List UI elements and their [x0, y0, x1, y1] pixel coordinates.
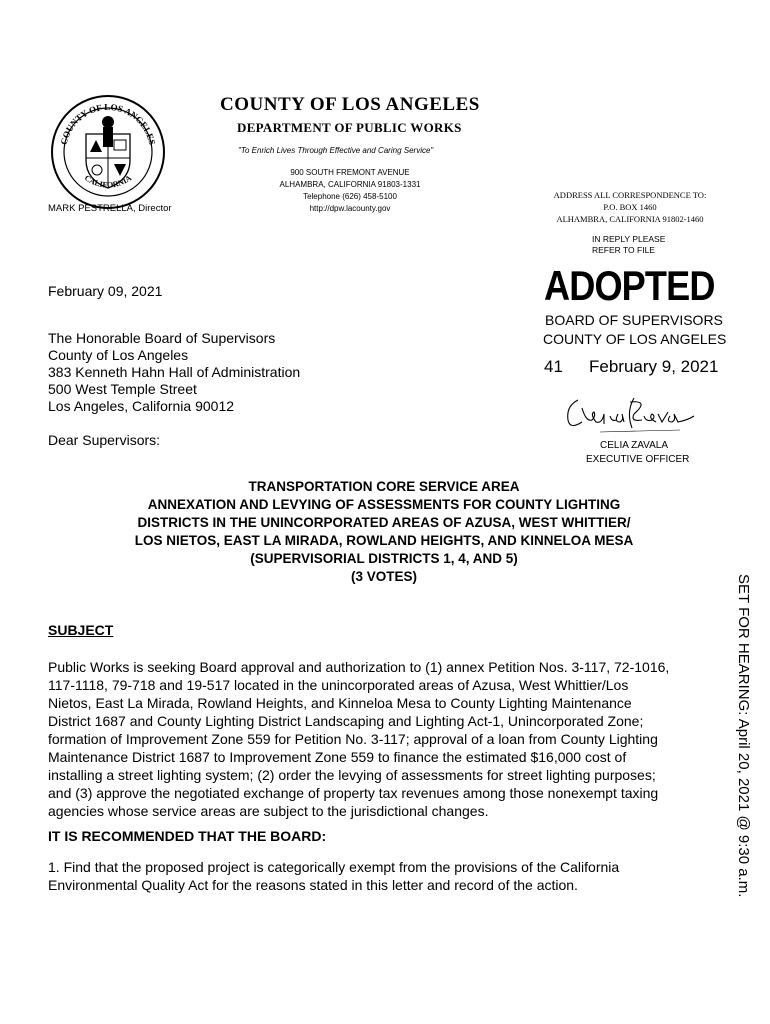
- letter-date: February 09, 2021: [48, 283, 163, 299]
- recommendation-line: Environmental Quality Act for the reasons stated in this letter and record of the action.: [48, 877, 578, 893]
- correspondence-line: P.O. BOX 1460: [603, 202, 657, 212]
- department-motto: "To Enrich Lives Through Effective and Caring Service": [238, 146, 434, 155]
- title-line: (SUPERVISORIAL DISTRICTS 1, 4, AND 5): [250, 551, 518, 566]
- addressee-line: County of Los Angeles: [48, 347, 189, 363]
- subject-line: formation of Improvement Zone 559 for Petition No. 3-117; approval of a loan from County Lighting: [48, 731, 658, 747]
- telephone-line: Telephone (626) 458-5100: [303, 192, 397, 201]
- subject-line: Nietos, East La Mirada, Rowland Heights, and Kinneloa Mesa to County Lighting Maintenance: [48, 695, 632, 711]
- subject-line: Maintenance District 1687 to Improvement Zone 559 to finance the estimated $16,000 cost of: [48, 749, 627, 765]
- subject-heading: SUBJECT: [48, 622, 114, 638]
- subject-line: District 1687 and County Lighting District Landscaping and Lighting Act-1, Unincorporated Zone;: [48, 713, 644, 729]
- address-line: 900 SOUTH FREMONT AVENUE: [290, 168, 410, 177]
- correspondence-line: ADDRESS ALL CORRESPONDENCE TO:: [553, 190, 707, 200]
- stamp-date: February 9, 2021: [589, 357, 719, 376]
- salutation: Dear Supervisors:: [48, 432, 161, 448]
- title-line: DISTRICTS IN THE UNINCORPORATED AREAS OF AZUSA, WEST WHITTIER/: [137, 515, 631, 530]
- seal-text-top: COUNTY OF LOS ANGELES: [58, 101, 158, 146]
- title-line: ANNEXATION AND LEVYING OF ASSESSMENTS FOR COUNTY LIGHTING: [147, 497, 621, 512]
- title-line: TRANSPORTATION CORE SERVICE AREA: [248, 479, 520, 494]
- website-link[interactable]: http://dpw.lacounty.gov: [309, 204, 391, 213]
- letter-title-block: [48, 478, 720, 586]
- subject-line: Public Works is seeking Board approval and authorization to (1) annex Petition Nos. 3-117, 72-1016,: [48, 659, 670, 675]
- reply-line: REFER TO FILE: [592, 245, 655, 255]
- stamp-item-number: 41: [544, 357, 563, 376]
- recommendation-line: 1. Find that the proposed project is categorically exempt from the provisions of the California: [48, 859, 620, 875]
- executive-officer-title: EXECUTIVE OFFICER: [586, 454, 690, 465]
- address-line: ALHAMBRA, CALIFORNIA 91803-1331: [279, 180, 421, 189]
- subject-line: agencies whose service areas are subject to the jurisdictional changes.: [48, 803, 489, 819]
- stamp-county: COUNTY OF LOS ANGELES: [543, 331, 727, 347]
- addressee-line: 383 Kenneth Hahn Hall of Administration: [48, 364, 301, 380]
- adopted-stamp: ADOPTED: [544, 262, 715, 309]
- seal-text-bottom: CALIFORNIA: [82, 173, 134, 190]
- signature-image: [560, 392, 700, 434]
- subject-line: and (3) approve the negotiated exchange of property tax revenues among those nonexempt taxing: [48, 785, 659, 801]
- county-title: COUNTY OF LOS ANGELES: [220, 94, 480, 115]
- reply-line: IN REPLY PLEASE: [592, 234, 666, 244]
- stamp-board: BOARD OF SUPERVISORS: [545, 312, 723, 328]
- title-line: LOS NIETOS, EAST LA MIRADA, ROWLAND HEIGHTS, AND KINNELOA MESA: [134, 533, 634, 548]
- correspondence-line: ALHAMBRA, CALIFORNIA 91802-1460: [556, 214, 704, 224]
- executive-officer-name: CELIA ZAVALA: [600, 440, 668, 451]
- hearing-note: SET FOR HEARING: April 20, 2021 @ 9:30 a.m.: [735, 574, 752, 898]
- director-name: MARK PESTRELLA, Director: [48, 203, 172, 214]
- subject-line: installing a street lighting system; (2) order the levying of assessments for street lighting purposes;: [48, 767, 656, 783]
- subject-paragraph: [48, 658, 728, 820]
- recommendation-item: [48, 858, 728, 894]
- title-line: (3 VOTES): [350, 569, 417, 584]
- addressee-line: The Honorable Board of Supervisors: [48, 330, 276, 346]
- subject-line: 117-1118, 79-718 and 19-517 located in the unincorporated areas of Azusa, West Whittier/Los: [48, 677, 629, 693]
- recommendation-heading: IT IS RECOMMENDED THAT THE BOARD:: [48, 828, 327, 844]
- addressee-line: Los Angeles, California 90012: [48, 398, 235, 414]
- addressee-block: [48, 330, 300, 415]
- addressee-line: 500 West Temple Street: [48, 381, 197, 397]
- department-title: DEPARTMENT OF PUBLIC WORKS: [237, 120, 462, 135]
- county-seal-logo: [48, 92, 168, 212]
